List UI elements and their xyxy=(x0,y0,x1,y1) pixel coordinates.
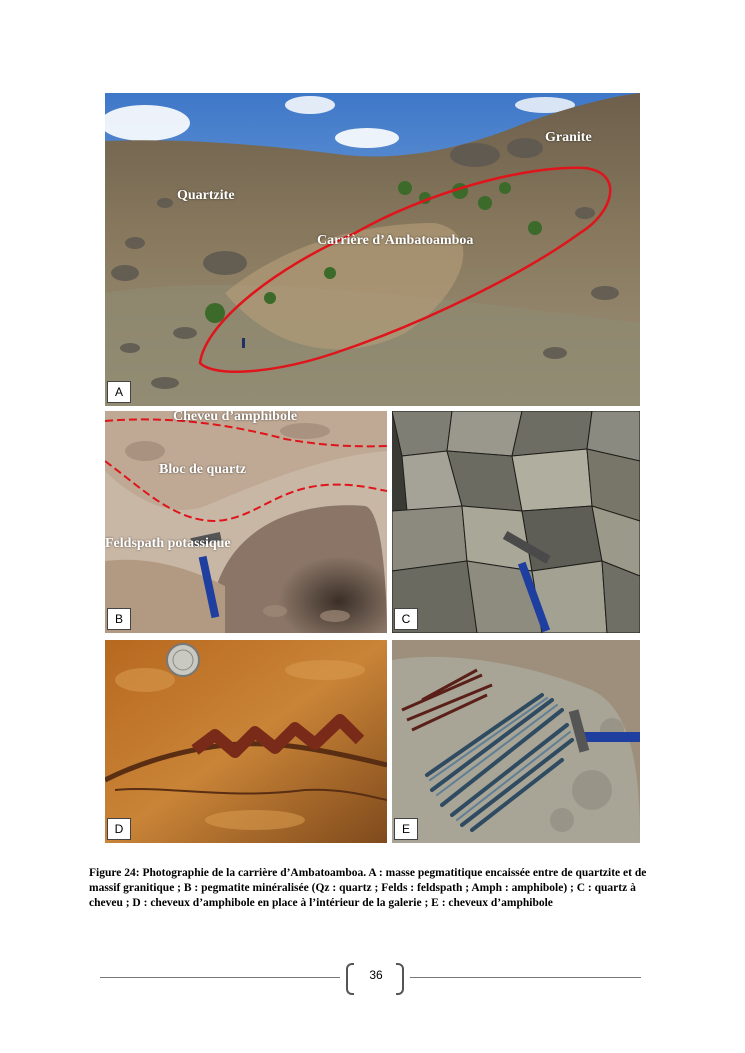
page-number: 36 xyxy=(369,968,383,982)
label-carriere: Carrière d’Ambatoamboa xyxy=(317,233,474,248)
amphibole-crystals-photo xyxy=(392,640,640,843)
page-number-bracket-left xyxy=(346,963,354,995)
photo-panel-e xyxy=(392,640,640,843)
footer-rule-right xyxy=(410,977,641,978)
label-bloc-quartz: Bloc de quartz xyxy=(159,462,247,477)
label-cheveu-amphibole: Cheveu d’amphibole xyxy=(173,411,298,424)
label-granite: Granite xyxy=(545,130,592,145)
footer-rule-left xyxy=(100,977,340,978)
coin-scale xyxy=(167,644,199,676)
photo-panel-a xyxy=(105,93,640,406)
label-quartzite: Quartzite xyxy=(177,188,235,203)
photo-panel-c xyxy=(392,411,640,633)
photo-panel-d xyxy=(105,640,387,843)
photo-panel-b xyxy=(105,411,387,633)
panel-letter-d: D xyxy=(107,818,131,840)
figure-caption: Figure 24: Photographie de la carrière d’Ambatoamboa. A : masse pegmatitique encaissée entre de quartzite et de massif granitique ; B : pegmatite minéralisée (Qz : quartz ; Felds : feldspath ; Amph : amphibole) ; C : quartz à cheveu ; D : cheveux d’amphibole en place à l’intérieur de la galerie ; E : cheveux d’amphibole xyxy=(89,867,647,909)
panel-letter-c: C xyxy=(394,608,418,630)
gallery-amphibole-photo xyxy=(105,640,387,843)
panel-letter-b: B xyxy=(107,608,131,630)
panel-letter-a: A xyxy=(107,381,131,403)
panel-letter-e: E xyxy=(394,818,418,840)
quartz-blocks-photo xyxy=(392,411,640,633)
pegmatite-gallery-photo xyxy=(105,411,387,633)
label-feldspath: Feldspath potassique xyxy=(105,536,231,551)
page-number-bracket-right xyxy=(396,963,404,995)
